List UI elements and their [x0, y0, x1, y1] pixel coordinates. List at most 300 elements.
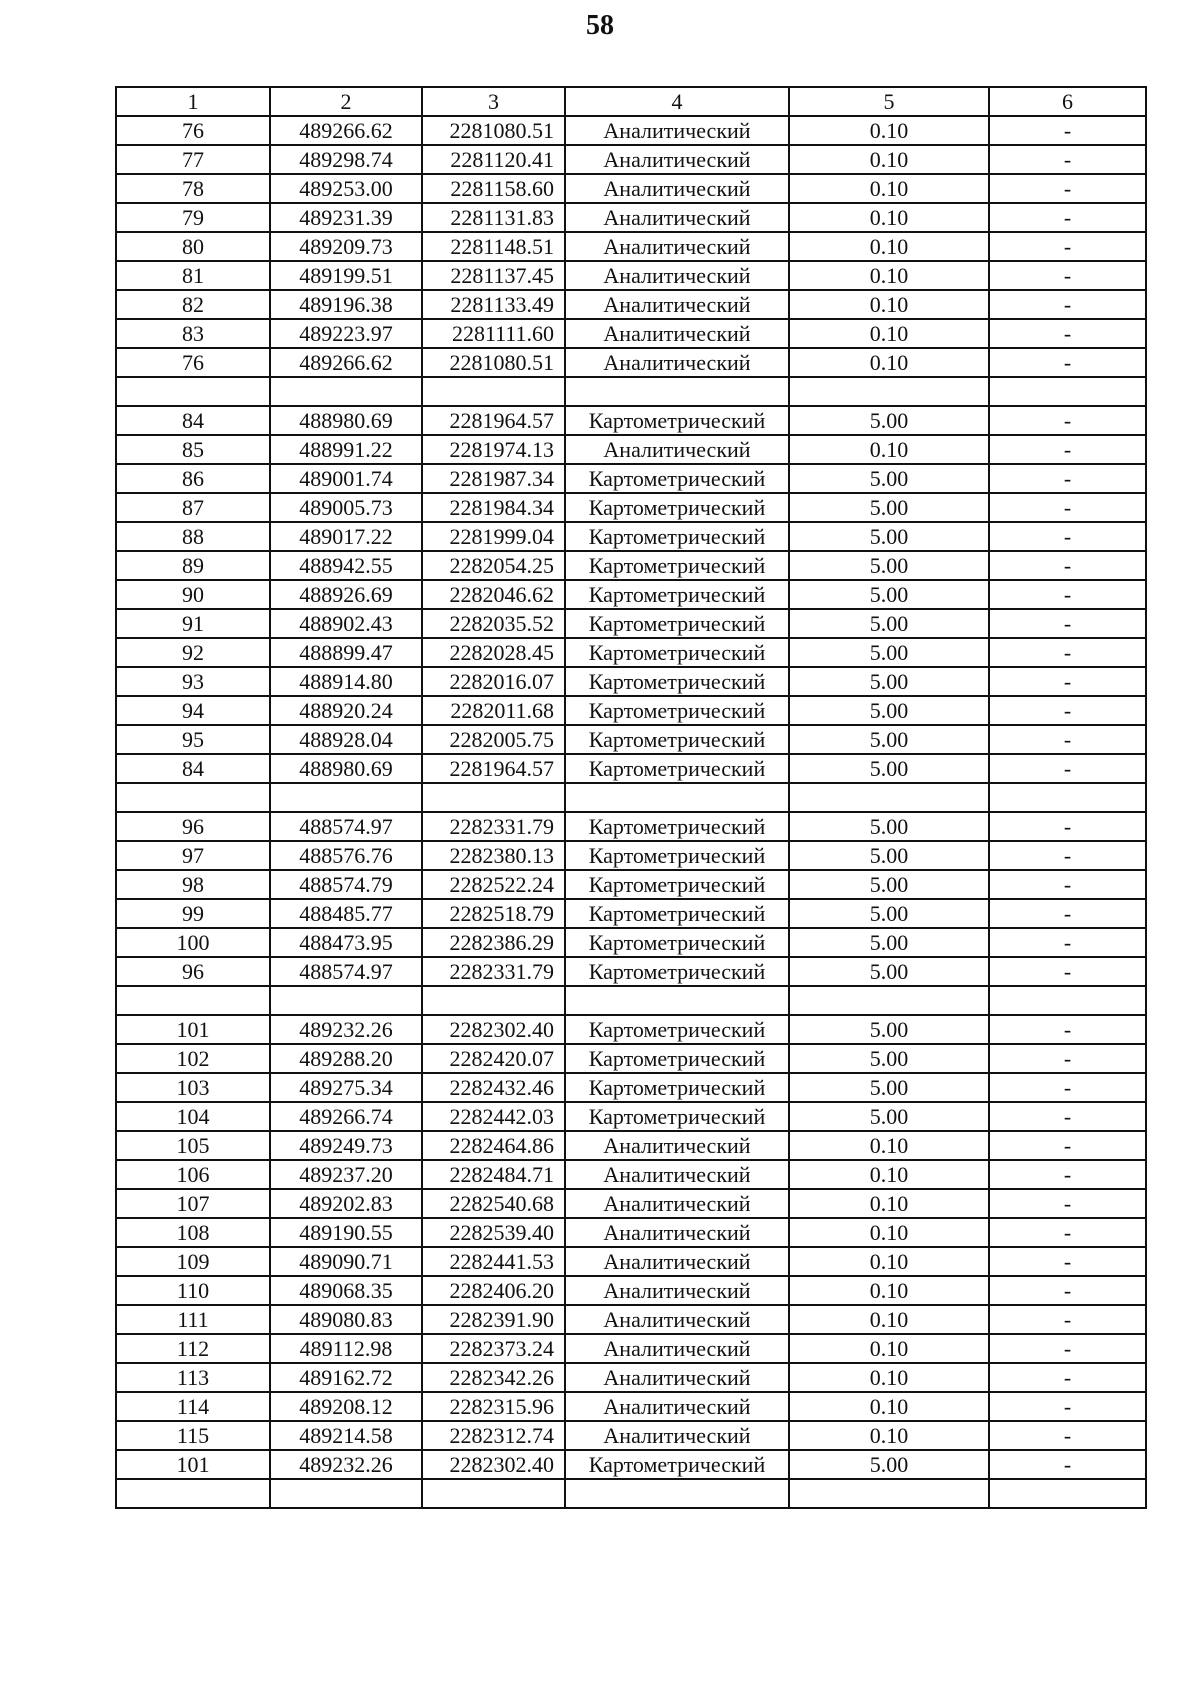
- method-cell: Аналитический: [565, 1189, 789, 1218]
- x-coordinate-cell: 488928.04: [270, 725, 422, 754]
- table-row: [116, 319, 1146, 348]
- x-coordinate-cell: 489196.38: [270, 290, 422, 319]
- table-row: [116, 725, 1146, 754]
- point-number-cell: 92: [116, 638, 270, 667]
- y-coordinate-cell: 2282464.86: [422, 1131, 565, 1160]
- note-cell: -: [989, 1160, 1146, 1189]
- point-number-cell: 84: [116, 754, 270, 783]
- note-cell: -: [989, 609, 1146, 638]
- table-separator-row: [116, 377, 1146, 406]
- note-cell: -: [989, 522, 1146, 551]
- note-cell: [989, 377, 1146, 406]
- column-header: 3: [422, 87, 565, 116]
- accuracy-cell: 0.10: [789, 1363, 989, 1392]
- method-cell: Аналитический: [565, 116, 789, 145]
- y-coordinate-cell: 2281080.51: [422, 348, 565, 377]
- table-row: [116, 1044, 1146, 1073]
- x-coordinate-cell: 489001.74: [270, 464, 422, 493]
- y-coordinate-cell: 2281111.60: [422, 319, 565, 348]
- x-coordinate-cell: 489266.62: [270, 348, 422, 377]
- accuracy-cell: 0.10: [789, 261, 989, 290]
- table-row: [116, 290, 1146, 319]
- table-body: [116, 87, 1146, 1508]
- note-cell: -: [989, 841, 1146, 870]
- table-row: [116, 145, 1146, 174]
- table-row: [116, 928, 1146, 957]
- method-cell: Картометрический: [565, 841, 789, 870]
- table-row: [116, 1131, 1146, 1160]
- y-coordinate-cell: 2281999.04: [422, 522, 565, 551]
- x-coordinate-cell: 489199.51: [270, 261, 422, 290]
- table-row: [116, 116, 1146, 145]
- note-cell: -: [989, 1044, 1146, 1073]
- note-cell: -: [989, 290, 1146, 319]
- point-number-cell: 98: [116, 870, 270, 899]
- table-row: [116, 493, 1146, 522]
- x-coordinate-cell: 489112.98: [270, 1334, 422, 1363]
- method-cell: [565, 783, 789, 812]
- table-row: [116, 261, 1146, 290]
- y-coordinate-cell: 2282342.26: [422, 1363, 565, 1392]
- note-cell: -: [989, 725, 1146, 754]
- x-coordinate-cell: 489209.73: [270, 232, 422, 261]
- y-coordinate-cell: 2281080.51: [422, 116, 565, 145]
- note-cell: -: [989, 406, 1146, 435]
- x-coordinate-cell: 488576.76: [270, 841, 422, 870]
- method-cell: Аналитический: [565, 1363, 789, 1392]
- note-cell: -: [989, 174, 1146, 203]
- y-coordinate-cell: 2281158.60: [422, 174, 565, 203]
- accuracy-cell: 5.00: [789, 1015, 989, 1044]
- point-number-cell: 79: [116, 203, 270, 232]
- point-number-cell: 109: [116, 1247, 270, 1276]
- x-coordinate-cell: 489080.83: [270, 1305, 422, 1334]
- y-coordinate-cell: 2282391.90: [422, 1305, 565, 1334]
- x-coordinate-cell: 488980.69: [270, 754, 422, 783]
- column-header: 6: [989, 87, 1146, 116]
- note-cell: -: [989, 1102, 1146, 1131]
- method-cell: Картометрический: [565, 812, 789, 841]
- table-row: [116, 1073, 1146, 1102]
- table-row: [116, 812, 1146, 841]
- note-cell: -: [989, 1247, 1146, 1276]
- point-number-cell: 87: [116, 493, 270, 522]
- method-cell: [565, 1479, 789, 1508]
- y-coordinate-cell: 2281964.57: [422, 754, 565, 783]
- method-cell: [565, 986, 789, 1015]
- table-row: [116, 609, 1146, 638]
- accuracy-cell: [789, 986, 989, 1015]
- point-number-cell: 94: [116, 696, 270, 725]
- accuracy-cell: 0.10: [789, 1160, 989, 1189]
- y-coordinate-cell: 2282035.52: [422, 609, 565, 638]
- x-coordinate-cell: [270, 986, 422, 1015]
- y-coordinate-cell: [422, 986, 565, 1015]
- note-cell: -: [989, 957, 1146, 986]
- note-cell: -: [989, 899, 1146, 928]
- point-number-cell: 84: [116, 406, 270, 435]
- accuracy-cell: 0.10: [789, 348, 989, 377]
- x-coordinate-cell: 488914.80: [270, 667, 422, 696]
- x-coordinate-cell: 488902.43: [270, 609, 422, 638]
- point-number-cell: 107: [116, 1189, 270, 1218]
- method-cell: Аналитический: [565, 1421, 789, 1450]
- y-coordinate-cell: 2282442.03: [422, 1102, 565, 1131]
- x-coordinate-cell: 489266.74: [270, 1102, 422, 1131]
- note-cell: -: [989, 1421, 1146, 1450]
- x-coordinate-cell: 488574.97: [270, 812, 422, 841]
- method-cell: Картометрический: [565, 754, 789, 783]
- point-number-cell: 89: [116, 551, 270, 580]
- point-number-cell: 83: [116, 319, 270, 348]
- x-coordinate-cell: 489202.83: [270, 1189, 422, 1218]
- x-coordinate-cell: 489017.22: [270, 522, 422, 551]
- y-coordinate-cell: 2282054.25: [422, 551, 565, 580]
- accuracy-cell: 0.10: [789, 1421, 989, 1450]
- note-cell: -: [989, 145, 1146, 174]
- accuracy-cell: 5.00: [789, 841, 989, 870]
- method-cell: Аналитический: [565, 1305, 789, 1334]
- table-row: [116, 1160, 1146, 1189]
- y-coordinate-cell: 2282540.68: [422, 1189, 565, 1218]
- method-cell: Картометрический: [565, 464, 789, 493]
- y-coordinate-cell: 2282432.46: [422, 1073, 565, 1102]
- table-row: [116, 232, 1146, 261]
- note-cell: -: [989, 928, 1146, 957]
- table-row: [116, 1305, 1146, 1334]
- table-separator-row: [116, 986, 1146, 1015]
- table-row: [116, 957, 1146, 986]
- note-cell: [989, 986, 1146, 1015]
- accuracy-cell: 0.10: [789, 174, 989, 203]
- accuracy-cell: 5.00: [789, 551, 989, 580]
- x-coordinate-cell: 489208.12: [270, 1392, 422, 1421]
- method-cell: Аналитический: [565, 174, 789, 203]
- accuracy-cell: 0.10: [789, 1247, 989, 1276]
- x-coordinate-cell: 488920.24: [270, 696, 422, 725]
- note-cell: -: [989, 870, 1146, 899]
- y-coordinate-cell: 2282312.74: [422, 1421, 565, 1450]
- accuracy-cell: 0.10: [789, 435, 989, 464]
- x-coordinate-cell: 489253.00: [270, 174, 422, 203]
- point-number-cell: 93: [116, 667, 270, 696]
- accuracy-cell: 0.10: [789, 1131, 989, 1160]
- method-cell: Аналитический: [565, 261, 789, 290]
- accuracy-cell: 0.10: [789, 203, 989, 232]
- point-number-cell: 81: [116, 261, 270, 290]
- method-cell: Картометрический: [565, 609, 789, 638]
- accuracy-cell: 0.10: [789, 1276, 989, 1305]
- accuracy-cell: 5.00: [789, 1102, 989, 1131]
- table-row: [116, 1363, 1146, 1392]
- x-coordinate-cell: 489090.71: [270, 1247, 422, 1276]
- accuracy-cell: 0.10: [789, 116, 989, 145]
- accuracy-cell: 5.00: [789, 812, 989, 841]
- method-cell: Аналитический: [565, 1392, 789, 1421]
- note-cell: -: [989, 203, 1146, 232]
- accuracy-cell: 0.10: [789, 1305, 989, 1334]
- point-number-cell: 80: [116, 232, 270, 261]
- point-number-cell: [116, 1479, 270, 1508]
- x-coordinate-cell: 489249.73: [270, 1131, 422, 1160]
- accuracy-cell: 5.00: [789, 928, 989, 957]
- accuracy-cell: 0.10: [789, 145, 989, 174]
- method-cell: Аналитический: [565, 145, 789, 174]
- point-number-cell: 111: [116, 1305, 270, 1334]
- table-row: [116, 174, 1146, 203]
- y-coordinate-cell: 2281974.13: [422, 435, 565, 464]
- y-coordinate-cell: 2282331.79: [422, 957, 565, 986]
- accuracy-cell: 0.10: [789, 290, 989, 319]
- y-coordinate-cell: [422, 783, 565, 812]
- note-cell: -: [989, 348, 1146, 377]
- method-cell: Аналитический: [565, 1160, 789, 1189]
- point-number-cell: 95: [116, 725, 270, 754]
- x-coordinate-cell: 488991.22: [270, 435, 422, 464]
- method-cell: Аналитический: [565, 435, 789, 464]
- note-cell: -: [989, 319, 1146, 348]
- point-number-cell: 91: [116, 609, 270, 638]
- table-row: [116, 1218, 1146, 1247]
- x-coordinate-cell: [270, 1479, 422, 1508]
- table-row: [116, 1189, 1146, 1218]
- x-coordinate-cell: 488473.95: [270, 928, 422, 957]
- point-number-cell: [116, 986, 270, 1015]
- note-cell: [989, 783, 1146, 812]
- x-coordinate-cell: [270, 377, 422, 406]
- point-number-cell: 100: [116, 928, 270, 957]
- x-coordinate-cell: 488899.47: [270, 638, 422, 667]
- method-cell: Картометрический: [565, 928, 789, 957]
- method-cell: Аналитический: [565, 1276, 789, 1305]
- point-number-cell: 97: [116, 841, 270, 870]
- method-cell: Аналитический: [565, 319, 789, 348]
- y-coordinate-cell: 2281137.45: [422, 261, 565, 290]
- y-coordinate-cell: 2281964.57: [422, 406, 565, 435]
- point-number-cell: 108: [116, 1218, 270, 1247]
- method-cell: Картометрический: [565, 667, 789, 696]
- method-cell: Аналитический: [565, 1334, 789, 1363]
- table-row: [116, 667, 1146, 696]
- table-row: [116, 435, 1146, 464]
- point-number-cell: 88: [116, 522, 270, 551]
- y-coordinate-cell: 2282420.07: [422, 1044, 565, 1073]
- note-cell: -: [989, 696, 1146, 725]
- y-coordinate-cell: 2282441.53: [422, 1247, 565, 1276]
- table-row: [116, 841, 1146, 870]
- x-coordinate-cell: 489232.26: [270, 1450, 422, 1479]
- y-coordinate-cell: 2282331.79: [422, 812, 565, 841]
- note-cell: -: [989, 1276, 1146, 1305]
- point-number-cell: [116, 783, 270, 812]
- page-number: 58: [586, 10, 614, 41]
- accuracy-cell: [789, 377, 989, 406]
- x-coordinate-cell: 488980.69: [270, 406, 422, 435]
- x-coordinate-cell: 489275.34: [270, 1073, 422, 1102]
- y-coordinate-cell: 2281131.83: [422, 203, 565, 232]
- accuracy-cell: 5.00: [789, 609, 989, 638]
- method-cell: Картометрический: [565, 522, 789, 551]
- x-coordinate-cell: 489232.26: [270, 1015, 422, 1044]
- method-cell: Картометрический: [565, 870, 789, 899]
- accuracy-cell: 0.10: [789, 319, 989, 348]
- y-coordinate-cell: 2282386.29: [422, 928, 565, 957]
- y-coordinate-cell: 2282028.45: [422, 638, 565, 667]
- table-row: [116, 348, 1146, 377]
- note-cell: -: [989, 493, 1146, 522]
- note-cell: -: [989, 1305, 1146, 1334]
- accuracy-cell: 5.00: [789, 1450, 989, 1479]
- x-coordinate-cell: [270, 783, 422, 812]
- accuracy-cell: 5.00: [789, 870, 989, 899]
- method-cell: Аналитический: [565, 232, 789, 261]
- note-cell: -: [989, 551, 1146, 580]
- point-number-cell: [116, 377, 270, 406]
- table-row: [116, 870, 1146, 899]
- method-cell: Картометрический: [565, 1044, 789, 1073]
- y-coordinate-cell: 2281984.34: [422, 493, 565, 522]
- coordinates-table: [115, 86, 1147, 1509]
- table-header-row: [116, 87, 1146, 116]
- method-cell: Картометрический: [565, 1015, 789, 1044]
- point-number-cell: 103: [116, 1073, 270, 1102]
- accuracy-cell: 5.00: [789, 754, 989, 783]
- method-cell: Картометрический: [565, 406, 789, 435]
- table-separator-row: [116, 783, 1146, 812]
- x-coordinate-cell: 489068.35: [270, 1276, 422, 1305]
- column-header: 5: [789, 87, 989, 116]
- note-cell: -: [989, 116, 1146, 145]
- point-number-cell: 113: [116, 1363, 270, 1392]
- method-cell: Аналитический: [565, 348, 789, 377]
- method-cell: Картометрический: [565, 1102, 789, 1131]
- method-cell: Картометрический: [565, 493, 789, 522]
- table-row: [116, 580, 1146, 609]
- x-coordinate-cell: 488926.69: [270, 580, 422, 609]
- table-row: [116, 638, 1146, 667]
- method-cell: Картометрический: [565, 551, 789, 580]
- point-number-cell: 104: [116, 1102, 270, 1131]
- y-coordinate-cell: 2282011.68: [422, 696, 565, 725]
- method-cell: Картометрический: [565, 725, 789, 754]
- point-number-cell: 115: [116, 1421, 270, 1450]
- x-coordinate-cell: 489162.72: [270, 1363, 422, 1392]
- method-cell: Аналитический: [565, 1131, 789, 1160]
- note-cell: -: [989, 1131, 1146, 1160]
- y-coordinate-cell: 2281987.34: [422, 464, 565, 493]
- x-coordinate-cell: 489288.20: [270, 1044, 422, 1073]
- table-row: [116, 754, 1146, 783]
- x-coordinate-cell: 488574.97: [270, 957, 422, 986]
- point-number-cell: 82: [116, 290, 270, 319]
- table-row: [116, 1334, 1146, 1363]
- accuracy-cell: 5.00: [789, 899, 989, 928]
- method-cell: Аналитический: [565, 290, 789, 319]
- x-coordinate-cell: 489231.39: [270, 203, 422, 232]
- accuracy-cell: 5.00: [789, 406, 989, 435]
- note-cell: [989, 1479, 1146, 1508]
- point-number-cell: 90: [116, 580, 270, 609]
- accuracy-cell: 5.00: [789, 1073, 989, 1102]
- table-separator-row: [116, 1479, 1146, 1508]
- method-cell: Картометрический: [565, 899, 789, 928]
- table-row: [116, 696, 1146, 725]
- accuracy-cell: 5.00: [789, 522, 989, 551]
- method-cell: Картометрический: [565, 638, 789, 667]
- y-coordinate-cell: 2282518.79: [422, 899, 565, 928]
- note-cell: -: [989, 1392, 1146, 1421]
- point-number-cell: 101: [116, 1015, 270, 1044]
- y-coordinate-cell: 2282315.96: [422, 1392, 565, 1421]
- accuracy-cell: 5.00: [789, 580, 989, 609]
- note-cell: -: [989, 435, 1146, 464]
- method-cell: [565, 377, 789, 406]
- note-cell: -: [989, 1218, 1146, 1247]
- note-cell: -: [989, 812, 1146, 841]
- point-number-cell: 114: [116, 1392, 270, 1421]
- note-cell: -: [989, 1015, 1146, 1044]
- table-row: [116, 522, 1146, 551]
- y-coordinate-cell: 2281120.41: [422, 145, 565, 174]
- accuracy-cell: [789, 783, 989, 812]
- note-cell: -: [989, 638, 1146, 667]
- method-cell: Картометрический: [565, 580, 789, 609]
- accuracy-cell: 0.10: [789, 232, 989, 261]
- column-header: 4: [565, 87, 789, 116]
- note-cell: -: [989, 580, 1146, 609]
- note-cell: -: [989, 261, 1146, 290]
- point-number-cell: 106: [116, 1160, 270, 1189]
- table-row: [116, 899, 1146, 928]
- method-cell: Картометрический: [565, 1450, 789, 1479]
- point-number-cell: 102: [116, 1044, 270, 1073]
- y-coordinate-cell: 2281148.51: [422, 232, 565, 261]
- point-number-cell: 85: [116, 435, 270, 464]
- method-cell: Картометрический: [565, 957, 789, 986]
- x-coordinate-cell: 488942.55: [270, 551, 422, 580]
- x-coordinate-cell: 489214.58: [270, 1421, 422, 1450]
- y-coordinate-cell: 2282046.62: [422, 580, 565, 609]
- note-cell: -: [989, 1189, 1146, 1218]
- note-cell: -: [989, 1363, 1146, 1392]
- accuracy-cell: 5.00: [789, 725, 989, 754]
- method-cell: Картометрический: [565, 1073, 789, 1102]
- table-row: [116, 203, 1146, 232]
- note-cell: -: [989, 1334, 1146, 1363]
- column-header: 1: [116, 87, 270, 116]
- accuracy-cell: 5.00: [789, 696, 989, 725]
- accuracy-cell: 5.00: [789, 464, 989, 493]
- table-row: [116, 1015, 1146, 1044]
- point-number-cell: 86: [116, 464, 270, 493]
- y-coordinate-cell: 2282484.71: [422, 1160, 565, 1189]
- accuracy-cell: 0.10: [789, 1218, 989, 1247]
- note-cell: -: [989, 232, 1146, 261]
- accuracy-cell: 5.00: [789, 1044, 989, 1073]
- accuracy-cell: 0.10: [789, 1392, 989, 1421]
- y-coordinate-cell: 2282406.20: [422, 1276, 565, 1305]
- point-number-cell: 76: [116, 348, 270, 377]
- x-coordinate-cell: 489237.20: [270, 1160, 422, 1189]
- point-number-cell: 110: [116, 1276, 270, 1305]
- x-coordinate-cell: 489190.55: [270, 1218, 422, 1247]
- x-coordinate-cell: 488485.77: [270, 899, 422, 928]
- table-row: [116, 1102, 1146, 1131]
- y-coordinate-cell: 2282016.07: [422, 667, 565, 696]
- accuracy-cell: 0.10: [789, 1334, 989, 1363]
- y-coordinate-cell: 2282539.40: [422, 1218, 565, 1247]
- point-number-cell: 78: [116, 174, 270, 203]
